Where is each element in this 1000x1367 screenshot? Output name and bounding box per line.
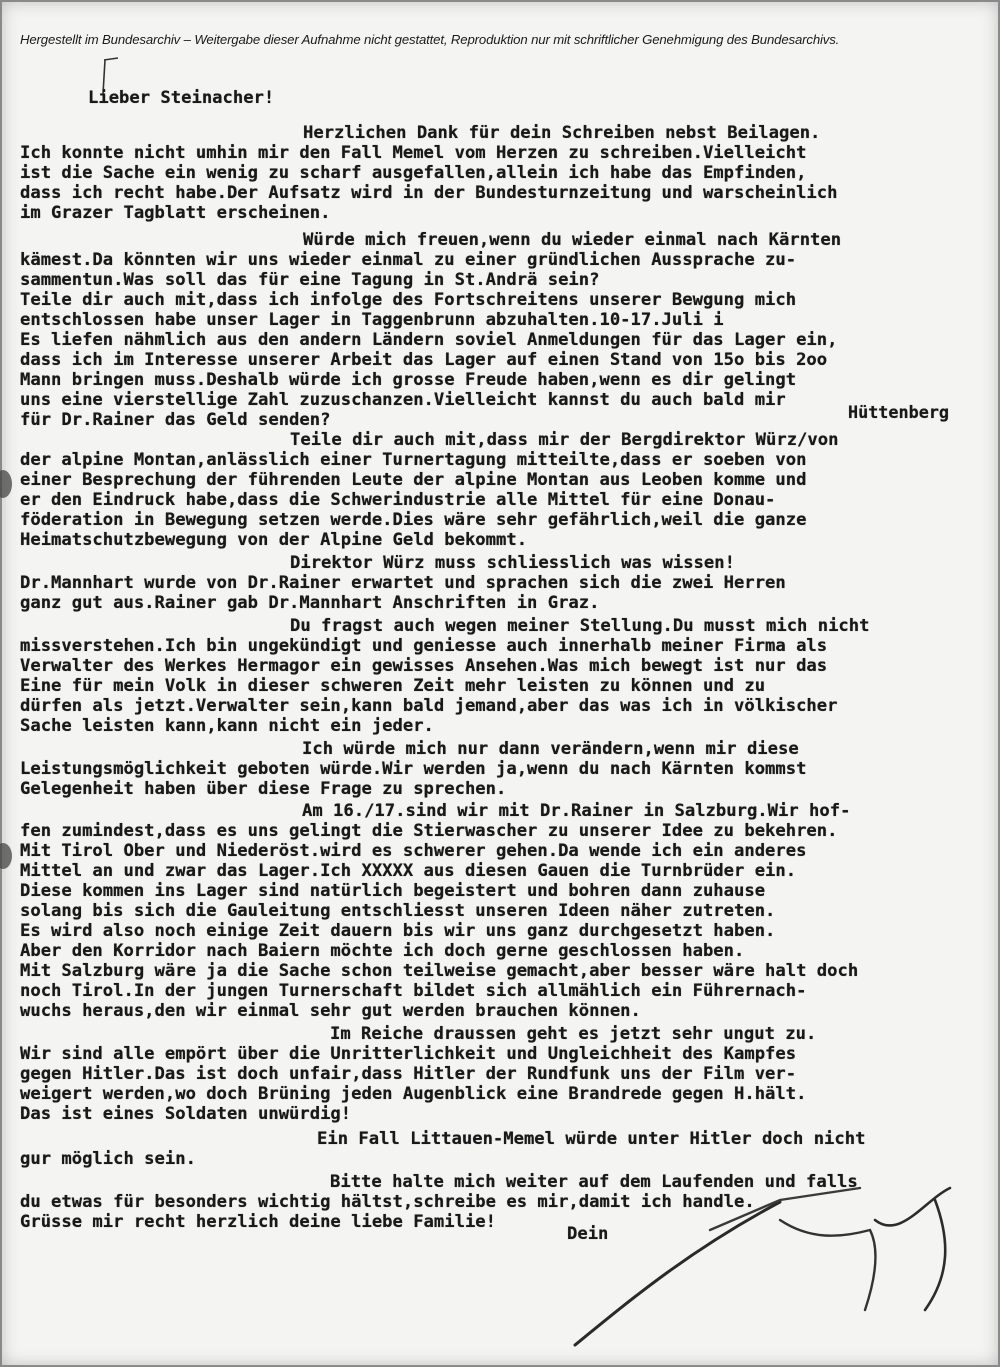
letter-line: Grüsse mir recht herzlich deine liebe Familie! xyxy=(20,1212,496,1232)
letter-line: Verwalter des Werkes Hermagor ein gewisses Ansehen.Was mich bewegt ist nur das xyxy=(20,656,828,676)
letter-line: gegen Hitler.Das ist doch unfair,dass Hitler der Rundfunk uns der Film ver- xyxy=(20,1064,797,1084)
letter-line: missverstehen.Ich bin ungekündigt und geniesse auch innerhalb meiner Firma als xyxy=(20,636,828,656)
letter-line: für Dr.Rainer das Geld senden? xyxy=(20,410,331,430)
letter-line: dass ich im Interesse unserer Arbeit das Lager auf einen Stand von 15o bis 2oo xyxy=(20,350,828,370)
letter-line: ganz gut aus.Rainer gab Dr.Mannhart Anschriften in Graz. xyxy=(20,593,600,613)
letter-line: kämest.Da könnten wir uns wieder einmal zu einer gründlichen Aussprache zu- xyxy=(20,250,797,270)
letter-line: Eine für mein Volk in dieser schweren Zeit mehr leisten zu können und zu xyxy=(20,676,766,696)
letter-line: Mit Tirol Ober und Niederöst.wird es schwerer gehen.Da wende ich ein anderes xyxy=(20,841,807,861)
letter-line: uns eine vierstellige Zahl zuzuschanzen.Vielleicht kannst du auch bald mir xyxy=(20,390,786,410)
letter-line: Mit Salzburg wäre ja die Sache schon teilweise gemacht,aber besser wäre halt doch xyxy=(20,961,859,981)
letter-line: Teile dir auch mit,dass mir der Bergdirektor Würz/von xyxy=(290,430,839,450)
letter-line: sammentun.Was soll das für eine Tagung in St.Andrä sein? xyxy=(20,270,600,290)
letter-line: Es wird also noch einige Zeit dauern bis wir uns ganz durchgesetzt haben. xyxy=(20,921,776,941)
letter-line: Herzlichen Dank für dein Schreiben nebst Beilagen. xyxy=(303,123,821,143)
letter-line: dürfen als jetzt.Verwalter sein,kann bald jemand,aber das was ich in völkischer xyxy=(20,696,838,716)
letter-line: Diese kommen ins Lager sind natürlich begeistert und bohren dann zuhause xyxy=(20,881,766,901)
closing: Dein xyxy=(567,1224,609,1244)
letter-line: Hüttenberg xyxy=(848,402,950,422)
letter-line: er den Eindruck habe,dass die Schwerindustrie alle Mittel für eine Donau- xyxy=(20,490,776,510)
letter-line: föderation in Bewegung setzen werde.Dies wäre sehr gefährlich,weil die ganze xyxy=(20,510,807,530)
letter-line: ist die Sache ein wenig zu scharf ausgefallen,allein ich habe das Empfinden, xyxy=(20,163,807,183)
letter-line: Aber den Korridor nach Baiern möchte ich doch gerne geschlossen haben. xyxy=(20,941,745,961)
letter-line: der alpine Montan,anlässlich einer Turnertagung mitteilte,dass er soeben von xyxy=(20,450,807,470)
letter-line: Wir sind alle empört über die Unritterlichkeit und Ungleichheit des Kampfes xyxy=(20,1044,797,1064)
letter-line: entschlossen habe unser Lager in Taggenbrunn abzuhalten.10-17.Juli i xyxy=(20,310,724,330)
letter-line: Bitte halte mich weiter auf dem Laufenden und falls xyxy=(330,1172,858,1192)
letter-line: solang bis sich die Gauleitung entschliesst unseren Ideen näher zutreten. xyxy=(20,901,776,921)
letter-line: wuchs heraus,den wir einmal sehr gut werden brauchen können. xyxy=(20,1001,641,1021)
letter-line: Gelegenheit haben über diese Frage zu sprechen. xyxy=(20,779,507,799)
letter-line: Dr.Mannhart wurde von Dr.Rainer erwartet und sprachen sich die zwei Herren xyxy=(20,573,786,593)
letter-line: Ich konnte nicht umhin mir den Fall Memel vom Herzen zu schreiben.Vielleicht xyxy=(20,143,807,163)
letter-line: Direktor Würz muss schliesslich was wissen! xyxy=(290,553,735,573)
letter-line: gur möglich sein. xyxy=(20,1149,196,1169)
letter-line: Es liefen nähmlich aus den andern Ländern soviel Anmeldungen für das Lager ein, xyxy=(20,330,838,350)
letter-line: du etwas für besonders wichtig hältst,schreibe es mir,damit ich handle. xyxy=(20,1192,755,1212)
salutation: Lieber Steinacher! xyxy=(88,88,275,108)
letter-line: Das ist eines Soldaten unwürdig! xyxy=(20,1104,352,1124)
letter-line: weigert werden,wo doch Brüning jeden Augenblick eine Brandrede gegen H.hält. xyxy=(20,1084,807,1104)
letter-line: Mittel an und zwar das Lager.Ich XXXXX aus diesen Gauen die Turnbrüder ein. xyxy=(20,861,797,881)
archive-notice: Hergestellt im Bundesarchiv – Weitergabe dieser Aufnahme nicht gestattet, Reproduktion nur mit schriftlicher Genehmigung des Bundesarchivs. xyxy=(20,32,840,47)
letter-line: fen zumindest,dass es uns gelingt die Stierwascher zu unserer Idee zu bekehren. xyxy=(20,821,838,841)
letter-line: Sache leisten kann,kann nicht ein jeder. xyxy=(20,716,434,736)
letter-line: im Grazer Tagblatt erscheinen. xyxy=(20,203,331,223)
letter-line: Im Reiche draussen geht es jetzt sehr ungut zu. xyxy=(330,1024,817,1044)
letter-line: Teile dir auch mit,dass ich infolge des Fortschreitens unserer Bewgung mich xyxy=(20,290,797,310)
letter-line: Leistungsmöglichkeit geboten würde.Wir werden ja,wenn du nach Kärnten kommst xyxy=(20,759,807,779)
letter-line: einer Besprechung der führenden Leute der alpine Montan aus Leoben komme und xyxy=(20,470,807,490)
letter-line: Ich würde mich nur dann verändern,wenn mir diese xyxy=(302,739,799,759)
letter-line: dass ich recht habe.Der Aufsatz wird in der Bundesturnzeitung und warscheinlich xyxy=(20,183,838,203)
letter-line: noch Tirol.In der jungen Turnerschaft bildet sich allmählich ein Führernach- xyxy=(20,981,807,1001)
letter-line: Mann bringen muss.Deshalb würde ich grosse Freude haben,wenn es dir gelingt xyxy=(20,370,797,390)
handwritten-signature xyxy=(480,1180,980,1350)
letter-line: Am 16./17.sind wir mit Dr.Rainer in Salzburg.Wir hof- xyxy=(302,801,851,821)
letter-line: Du fragst auch wegen meiner Stellung.Du musst mich nicht xyxy=(290,616,870,636)
letter-line: Würde mich freuen,wenn du wieder einmal nach Kärnten xyxy=(303,230,842,250)
letter-line: Heimatschutzbewegung von der Alpine Geld bekommt. xyxy=(20,530,528,550)
letter-line: Ein Fall Littauen-Memel würde unter Hitler doch nicht xyxy=(317,1129,866,1149)
